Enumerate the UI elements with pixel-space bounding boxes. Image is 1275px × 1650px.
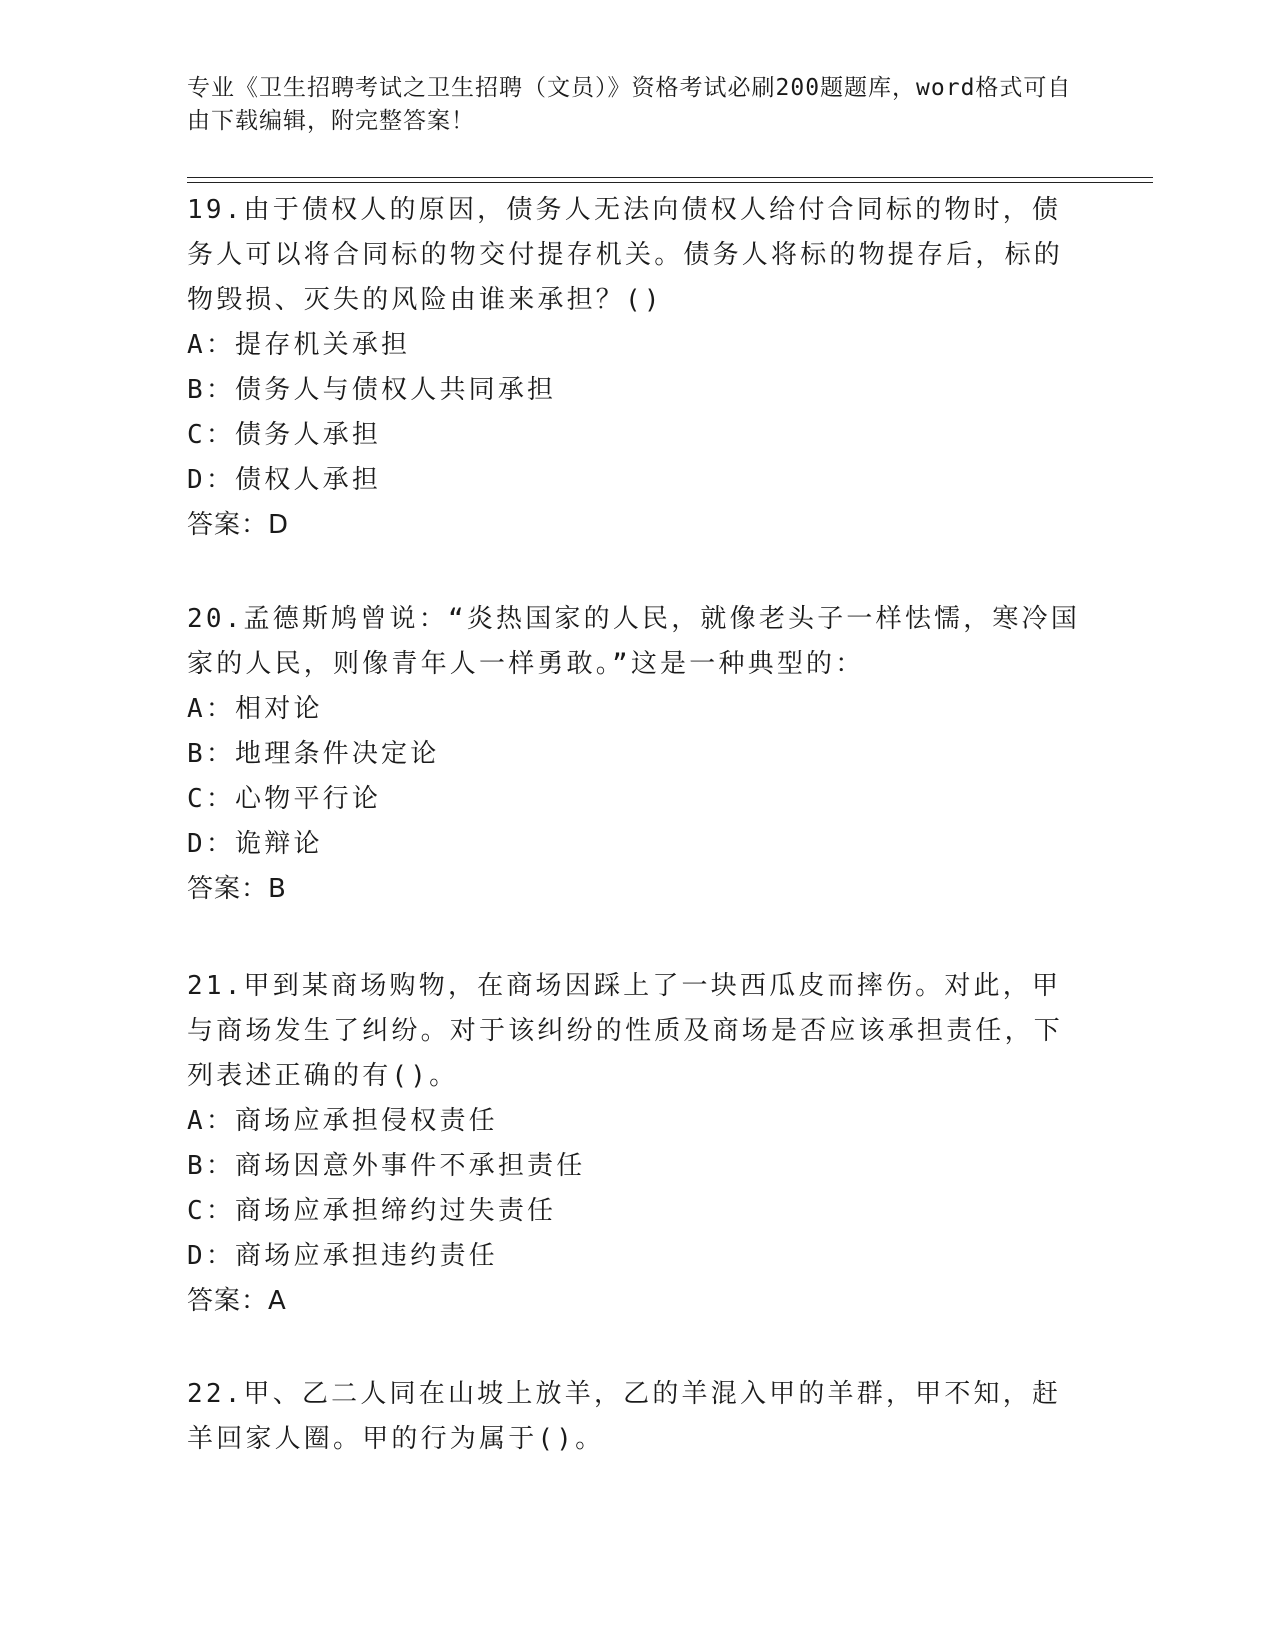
option-b: B：债务人与债权人共同承担 [187, 375, 557, 405]
header-divider-bottom [187, 182, 1153, 183]
option-a: A：商场应承担侵权责任 [187, 1106, 498, 1136]
document-header: 专业《卫生招聘考试之卫生招聘（文员）》资格考试必刷200题题库，word格式可自由下载编辑，附完整答案！ [187, 75, 1072, 134]
question-22 [187, 1372, 1087, 1462]
option-b: B：商场因意外事件不承担责任 [187, 1151, 586, 1181]
option-c: C：商场应承担缔约过失责任 [187, 1196, 557, 1226]
question-19 [187, 188, 1087, 548]
question-20 [187, 597, 1087, 912]
option-a: A：提存机关承担 [187, 330, 411, 360]
option-a: A：相对论 [187, 694, 323, 724]
answer-line: 答案：A [187, 1286, 287, 1316]
option-c: C：债务人承担 [187, 420, 382, 450]
question-stem: 21.甲到某商场购物，在商场因踩上了一块西瓜皮而摔伤。对此，甲与商场发生了纠纷。对于该纠纷的性质及商场是否应该承担责任，下列表述正确的有()。 [187, 971, 1064, 1091]
question-stem: 19.由于债权人的原因，债务人无法向债权人给付合同标的物时，债务人可以将合同标的物交付提存机关。债务人将标的物提存后，标的物毁损、灭失的风险由谁来承担？() [187, 195, 1064, 315]
option-d: D：诡辩论 [187, 829, 323, 859]
question-stem: 20.孟德斯鸠曾说：“炎热国家的人民，就像老头子一样怯懦，寒冷国家的人民，则像青年人一样勇敢。”这是一种典型的： [187, 604, 1081, 679]
question-stem: 22.甲、乙二人同在山坡上放羊，乙的羊混入甲的羊群，甲不知，赶羊回家人圈。甲的行为属于()。 [187, 1379, 1062, 1454]
option-b: B：地理条件决定论 [187, 739, 440, 769]
header-divider-top [187, 177, 1153, 178]
option-d: D：债权人承担 [187, 465, 382, 495]
option-c: C：心物平行论 [187, 784, 382, 814]
answer-line: 答案：B [187, 874, 287, 904]
answer-line: 答案：D [187, 510, 290, 540]
question-21 [187, 964, 1087, 1324]
option-d: D：商场应承担违约责任 [187, 1241, 498, 1271]
